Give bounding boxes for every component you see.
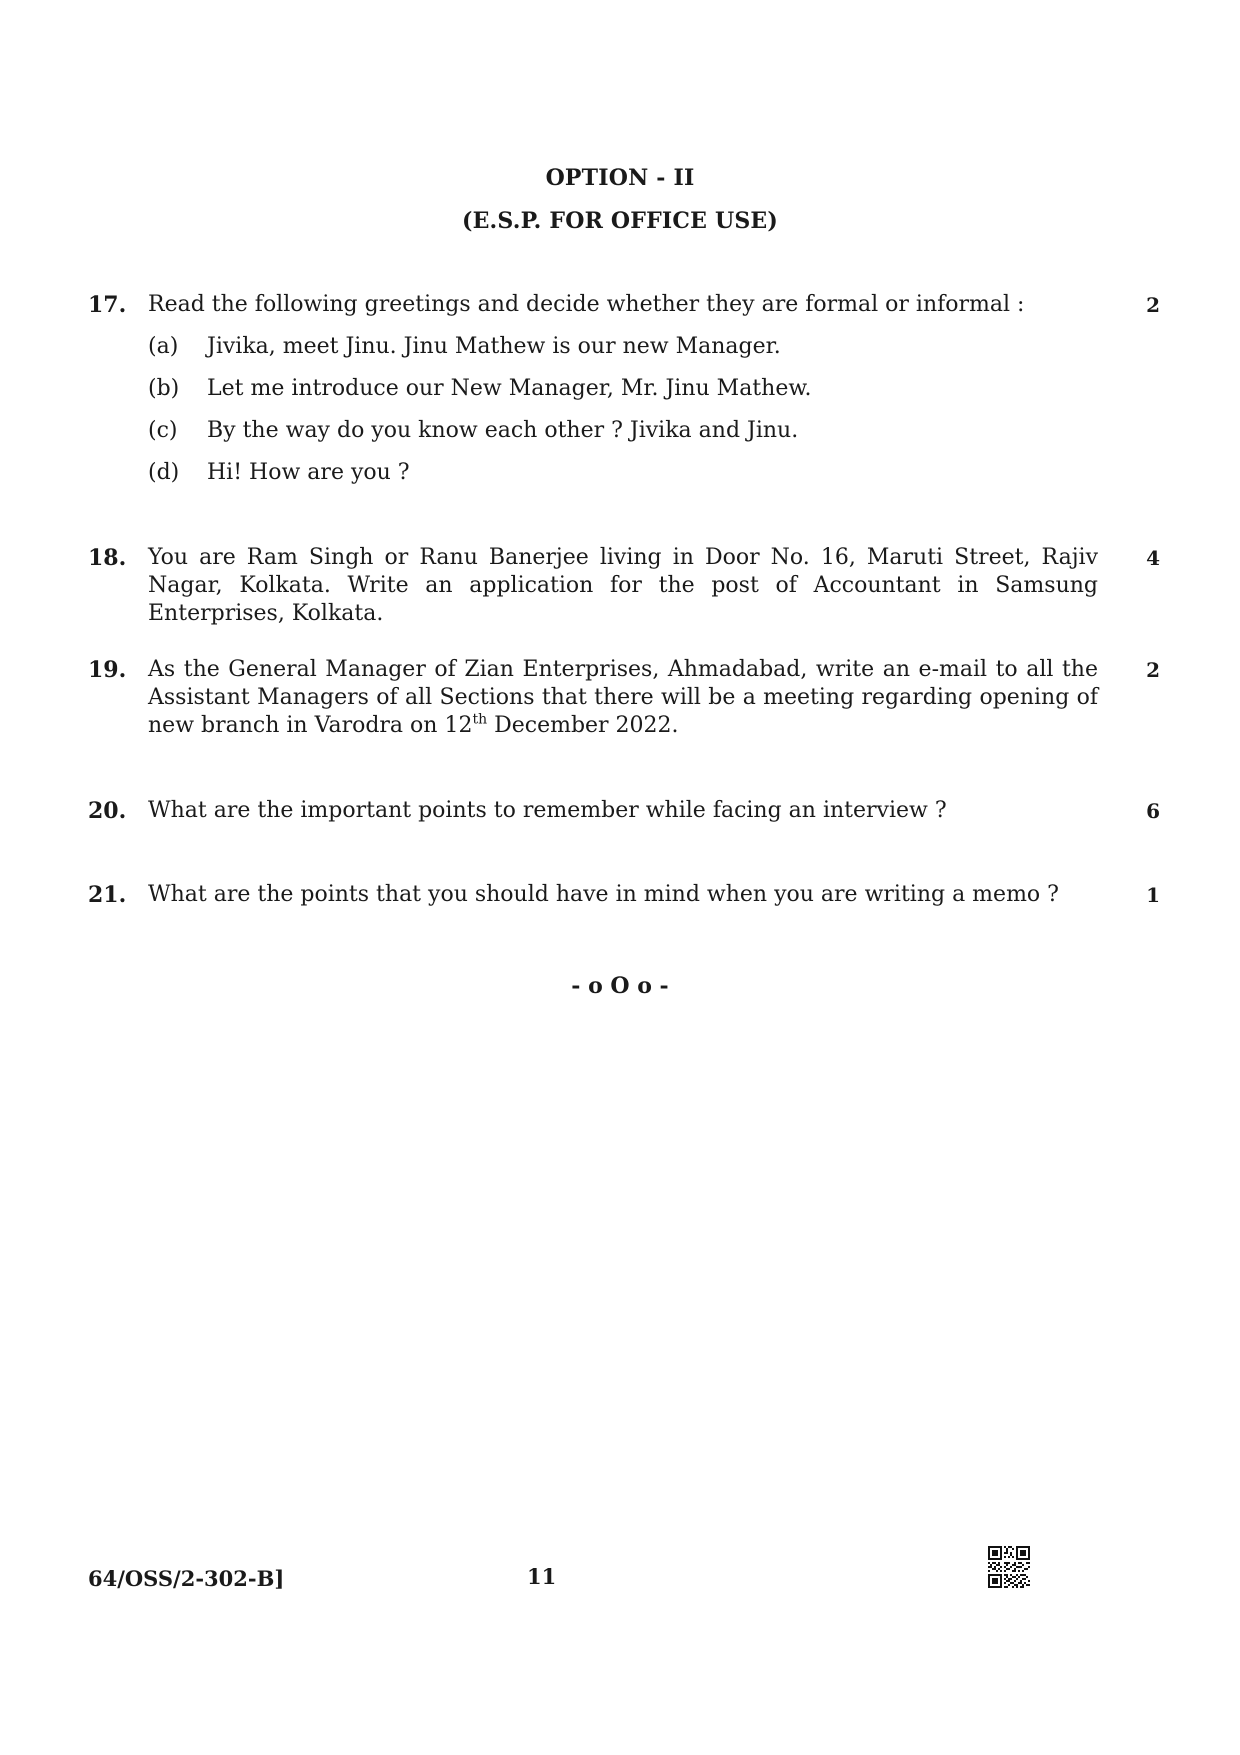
page-subtitle: (E.S.P. FOR OFFICE USE)	[461, 208, 779, 234]
question-18-number: 18.	[88, 545, 127, 571]
question-19-number: 19.	[88, 657, 127, 683]
question-17-subpart-a-label: (a)	[148, 334, 179, 359]
question-17-number: 17.	[88, 292, 127, 318]
question-20-text: What are the important points to remember while facing an interview ?	[148, 798, 947, 823]
question-21-marks: 1	[1146, 883, 1160, 907]
question-17-subpart-c-label: (c)	[148, 418, 178, 443]
qr-code-icon	[988, 1546, 1030, 1588]
question-20-number: 20.	[88, 798, 127, 824]
paper-code: 64/OSS/2-302-B]	[88, 1566, 285, 1591]
end-of-paper-mark: - o O o -	[571, 973, 669, 999]
question-21-number: 21.	[88, 882, 127, 908]
question-19-text-main: As the General Manager of Zian Enterprises, Ahmadabad, write an e-mail to all the Assistant Managers of all Sections that there will be a meeting regarding opening of new branch in Varodra on 12	[148, 657, 1098, 738]
question-19-text-end: December 2022.	[487, 713, 679, 738]
question-18-text: You are Ram Singh or Ranu Banerjee living in Door No. 16, Maruti Street, Rajiv Nagar, Kolkata. Write an application for the post of Accountant in Samsung Enterprises, Kolkata.	[148, 545, 1098, 626]
question-20-marks: 6	[1146, 799, 1160, 823]
question-19-text	[148, 656, 1098, 740]
question-17-text: Read the following greetings and decide whether they are formal or informal :	[148, 292, 1025, 317]
page-title: OPTION - II	[545, 165, 695, 191]
question-17-subpart-b-label: (b)	[148, 376, 180, 401]
page-number: 11	[527, 1564, 557, 1589]
question-18-marks: 4	[1146, 546, 1160, 570]
question-19-ordinal-suffix: th	[472, 711, 488, 728]
question-21-text: What are the points that you should have in mind when you are writing a memo ?	[148, 882, 1059, 907]
question-17-subpart-c-text: By the way do you know each other ? Jivika and Jinu.	[207, 418, 799, 443]
question-17-subpart-d-text: Hi! How are you ?	[207, 460, 410, 485]
question-17-marks: 2	[1146, 293, 1160, 317]
question-17-subpart-a-text: Jivika, meet Jinu. Jinu Mathew is our new Manager.	[207, 334, 781, 359]
question-19-marks: 2	[1146, 658, 1160, 682]
question-17-subpart-d-label: (d)	[148, 460, 180, 485]
question-17-subpart-b-text: Let me introduce our New Manager, Mr. Jinu Mathew.	[207, 376, 812, 401]
